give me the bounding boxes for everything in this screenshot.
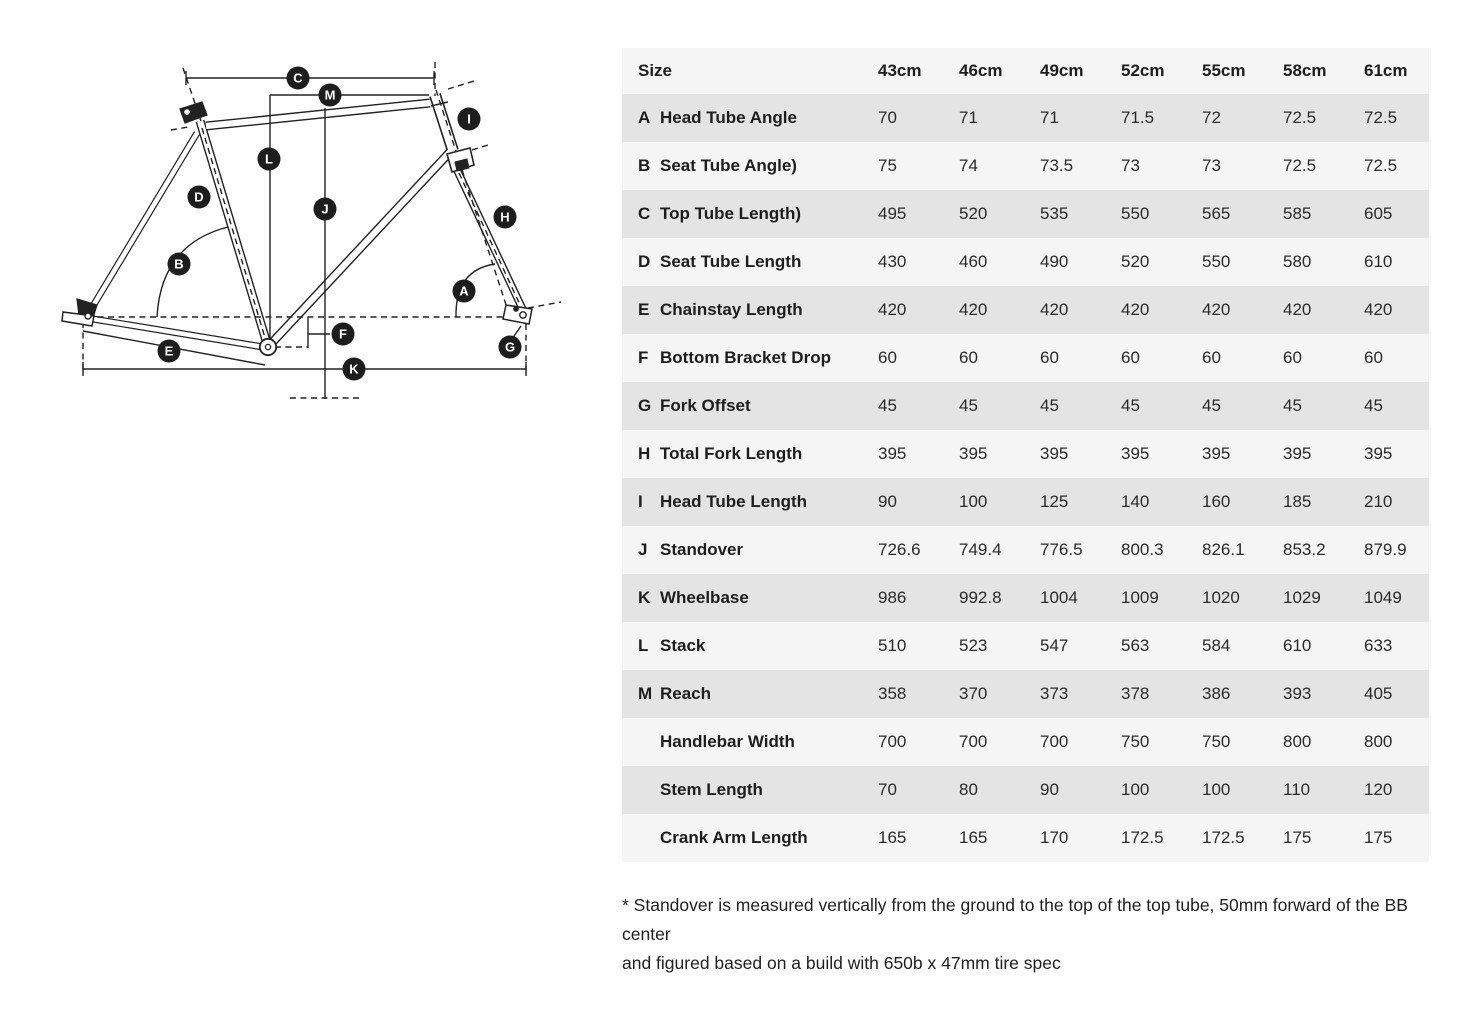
diagram-label-g — [499, 336, 522, 359]
svg-text:C: C — [293, 70, 303, 86]
row-label: Standover — [660, 540, 744, 559]
table-row-f — [622, 334, 1429, 382]
row-value: 395 — [1202, 444, 1231, 463]
row-value: 90 — [878, 492, 897, 511]
row-value: 520 — [959, 204, 988, 223]
row-value: 700 — [878, 732, 907, 751]
row-value: 165 — [878, 828, 907, 847]
diagram-label-k — [343, 358, 366, 381]
row-value: 74 — [959, 156, 978, 175]
row-value: 460 — [959, 252, 988, 271]
row-value: 395 — [1040, 444, 1069, 463]
row-value: 175 — [1364, 828, 1393, 847]
svg-text:K: K — [349, 361, 359, 377]
row-letter: F — [638, 348, 649, 367]
frame-outline-core — [90, 95, 523, 347]
diagram-label-a — [453, 280, 476, 303]
row-value: 490 — [1040, 252, 1069, 271]
row-value: 700 — [1040, 732, 1069, 751]
row-letter: G — [638, 396, 652, 415]
size-header: 46cm — [959, 61, 1003, 80]
size-header: 58cm — [1283, 61, 1327, 80]
row-value: 986 — [878, 588, 907, 607]
row-value: 495 — [878, 204, 907, 223]
row-value: 71 — [959, 108, 978, 127]
row-value: 535 — [1040, 204, 1069, 223]
row-letter: D — [638, 252, 651, 271]
row-value: 100 — [1202, 780, 1231, 799]
row-letter: A — [638, 108, 651, 127]
row-value: 633 — [1364, 636, 1393, 655]
front-dropout-bolt — [513, 306, 519, 312]
svg-text:G: G — [504, 339, 516, 355]
diagram-label-l — [258, 148, 281, 171]
row-value: 395 — [878, 444, 907, 463]
seat-clamp-bolt — [184, 109, 190, 115]
row-value: 80 — [959, 780, 978, 799]
svg-text:I: I — [467, 111, 471, 127]
row-value: 71.5 — [1121, 108, 1155, 127]
row-value: 510 — [878, 636, 907, 655]
row-label: Seat Tube Length — [660, 252, 802, 271]
row-label: Stack — [660, 636, 706, 655]
diagram-label-i — [458, 108, 481, 131]
table-row-a — [622, 94, 1429, 142]
row-value: 776.5 — [1040, 540, 1083, 559]
seat-clamp — [180, 102, 207, 123]
row-value: 70 — [878, 108, 897, 127]
table-row-e — [622, 286, 1429, 334]
row-value: 45 — [878, 396, 897, 415]
row-value: 60 — [959, 348, 978, 367]
row-label: Total Fork Length — [660, 444, 803, 463]
row-value: 45 — [1040, 396, 1059, 415]
row-value: 373 — [1040, 684, 1069, 703]
table-row-crank-arm-length — [622, 814, 1429, 862]
row-value: 610 — [1364, 252, 1393, 271]
row-value: 73.5 — [1040, 156, 1074, 175]
row-value: 72.5 — [1283, 156, 1317, 175]
row-value: 750 — [1121, 732, 1150, 751]
row-value: 73 — [1121, 156, 1140, 175]
row-value: 420 — [959, 300, 988, 319]
top-tube-ext — [171, 127, 188, 130]
row-label: Head Tube Angle — [660, 108, 797, 127]
row-value: 430 — [878, 252, 907, 271]
size-column-header: Size — [638, 61, 673, 80]
size-header: 43cm — [878, 61, 922, 80]
row-value: 550 — [1121, 204, 1150, 223]
row-value: 853.2 — [1283, 540, 1326, 559]
row-value: 75 — [878, 156, 897, 175]
row-value: 585 — [1283, 204, 1312, 223]
row-value: 60 — [1283, 348, 1302, 367]
row-letter: M — [638, 684, 653, 703]
bottom-bracket-spindle — [265, 344, 270, 349]
row-value: 420 — [1040, 300, 1069, 319]
row-label: Bottom Bracket Drop — [660, 348, 831, 367]
row-label: Wheelbase — [660, 588, 749, 607]
row-value: 1049 — [1364, 588, 1402, 607]
diagram-label-f — [332, 323, 355, 346]
row-value: 1029 — [1283, 588, 1321, 607]
row-value: 1009 — [1121, 588, 1159, 607]
diagram-label-h — [494, 206, 517, 229]
row-value: 185 — [1283, 492, 1312, 511]
table-row-stem-length — [622, 766, 1429, 814]
diagram-label-m — [319, 84, 342, 107]
row-letter: L — [638, 636, 649, 655]
footnote-line: and figured based on a build with 650b x 47mm tire spec — [622, 953, 1061, 973]
row-value: 395 — [1283, 444, 1312, 463]
row-value: 420 — [878, 300, 907, 319]
row-value: 1004 — [1040, 588, 1078, 607]
row-value: 45 — [1283, 396, 1302, 415]
row-value: 700 — [959, 732, 988, 751]
i-tick-top — [448, 81, 474, 89]
row-value: 370 — [959, 684, 988, 703]
row-label: Seat Tube Angle) — [660, 156, 797, 175]
diagram-label-e — [158, 340, 181, 363]
rear-axle — [85, 313, 91, 319]
diagram-label-d — [188, 186, 211, 209]
table-row-c — [622, 190, 1429, 238]
row-label: Head Tube Length — [660, 492, 808, 511]
row-value: 72.5 — [1283, 108, 1317, 127]
row-value: 60 — [1121, 348, 1140, 367]
row-value: 60 — [1364, 348, 1383, 367]
row-value: 378 — [1121, 684, 1150, 703]
row-value: 45 — [1121, 396, 1140, 415]
frame-geometry-diagram — [0, 0, 620, 430]
row-label: Crank Arm Length — [660, 828, 808, 847]
row-value: 523 — [959, 636, 988, 655]
row-value: 420 — [1364, 300, 1393, 319]
row-value: 726.6 — [878, 540, 921, 559]
ground-ext-line — [528, 302, 561, 308]
row-value: 547 — [1040, 636, 1069, 655]
size-header: 61cm — [1364, 61, 1408, 80]
diagram-label-j — [314, 198, 337, 221]
row-value: 520 — [1121, 252, 1150, 271]
row-letter: B — [638, 156, 651, 175]
row-value: 610 — [1283, 636, 1312, 655]
row-value: 800.3 — [1121, 540, 1164, 559]
row-value: 165 — [959, 828, 988, 847]
row-value: 125 — [1040, 492, 1069, 511]
svg-text:F: F — [339, 326, 347, 342]
row-value: 395 — [959, 444, 988, 463]
svg-text:E: E — [164, 343, 174, 359]
diagram-label-c — [287, 67, 310, 90]
row-letter: C — [638, 204, 651, 223]
row-value: 1020 — [1202, 588, 1240, 607]
svg-text:A: A — [459, 283, 469, 299]
table-row-h — [622, 430, 1429, 478]
row-value: 800 — [1364, 732, 1393, 751]
row-value: 73 — [1202, 156, 1221, 175]
row-value: 550 — [1202, 252, 1231, 271]
row-value: 420 — [1283, 300, 1312, 319]
row-value: 72.5 — [1364, 156, 1398, 175]
svg-text:H: H — [500, 209, 510, 225]
table-row-l — [622, 622, 1429, 670]
row-value: 160 — [1202, 492, 1231, 511]
row-value: 60 — [1202, 348, 1221, 367]
table-row-b — [622, 142, 1429, 190]
row-value: 172.5 — [1202, 828, 1245, 847]
row-value: 45 — [1364, 396, 1383, 415]
standover-footnote — [622, 891, 1432, 978]
row-value: 90 — [1040, 780, 1059, 799]
size-header: 52cm — [1121, 61, 1165, 80]
row-value: 358 — [878, 684, 907, 703]
row-value: 72.5 — [1364, 108, 1398, 127]
table-row-i — [622, 478, 1429, 526]
row-value: 386 — [1202, 684, 1231, 703]
row-label: Chainstay Length — [660, 300, 803, 319]
svg-text:L: L — [265, 151, 273, 167]
table-row-k — [622, 574, 1429, 622]
row-letter: K — [638, 588, 651, 607]
svg-text:B: B — [174, 256, 184, 272]
row-letter: H — [638, 444, 651, 463]
row-label: Top Tube Length) — [660, 204, 801, 223]
row-value: 605 — [1364, 204, 1393, 223]
row-value: 405 — [1364, 684, 1393, 703]
row-value: 140 — [1121, 492, 1150, 511]
row-value: 45 — [1202, 396, 1221, 415]
geometry-table — [622, 48, 1429, 862]
size-header: 49cm — [1040, 61, 1084, 80]
table-row-d — [622, 238, 1429, 286]
row-value: 60 — [1040, 348, 1059, 367]
row-value: 72 — [1202, 108, 1221, 127]
row-letter: J — [638, 540, 648, 559]
table-row-g — [622, 382, 1429, 430]
row-label: Handlebar Width — [660, 732, 795, 751]
row-value: 750 — [1202, 732, 1231, 751]
row-value: 580 — [1283, 252, 1312, 271]
row-value: 60 — [878, 348, 897, 367]
table-row-j — [622, 526, 1429, 574]
row-value: 100 — [1121, 780, 1150, 799]
table-row-handlebar-width — [622, 718, 1429, 766]
row-value: 563 — [1121, 636, 1150, 655]
svg-text:D: D — [194, 189, 204, 205]
row-value: 749.4 — [959, 540, 1002, 559]
row-value: 565 — [1202, 204, 1231, 223]
row-label: Reach — [660, 684, 712, 703]
row-label: Stem Length — [660, 780, 763, 799]
frame-diagram-svg — [0, 0, 620, 430]
row-value: 584 — [1202, 636, 1231, 655]
row-value: 170 — [1040, 828, 1069, 847]
row-value: 420 — [1202, 300, 1231, 319]
row-value: 992.8 — [959, 588, 1002, 607]
row-value: 100 — [959, 492, 988, 511]
table-header-row — [622, 48, 1429, 94]
row-value: 175 — [1283, 828, 1312, 847]
row-value: 110 — [1283, 780, 1311, 799]
svg-text:J: J — [321, 201, 329, 217]
row-value: 395 — [1121, 444, 1150, 463]
row-value: 420 — [1121, 300, 1150, 319]
seat-angle-arc — [157, 227, 228, 317]
table-row-m — [622, 670, 1429, 718]
row-value: 120 — [1364, 780, 1393, 799]
front-axle — [520, 312, 526, 318]
size-header: 55cm — [1202, 61, 1246, 80]
row-letter: I — [638, 492, 643, 511]
row-label: Fork Offset — [660, 396, 751, 415]
svg-text:M: M — [324, 87, 336, 103]
row-value: 395 — [1364, 444, 1393, 463]
row-value: 71 — [1040, 108, 1059, 127]
row-value: 70 — [878, 780, 897, 799]
row-value: 210 — [1364, 492, 1393, 511]
row-letter: E — [638, 300, 650, 319]
row-value: 45 — [959, 396, 978, 415]
diagram-label-b — [168, 253, 191, 276]
row-value: 172.5 — [1121, 828, 1164, 847]
row-value: 393 — [1283, 684, 1312, 703]
row-value: 826.1 — [1202, 540, 1245, 559]
footnote-line: * Standover is measured vertically from the ground to the top of the top tube, 50mm forward of the BB center — [622, 895, 1408, 944]
row-value: 879.9 — [1364, 540, 1407, 559]
row-value: 800 — [1283, 732, 1312, 751]
